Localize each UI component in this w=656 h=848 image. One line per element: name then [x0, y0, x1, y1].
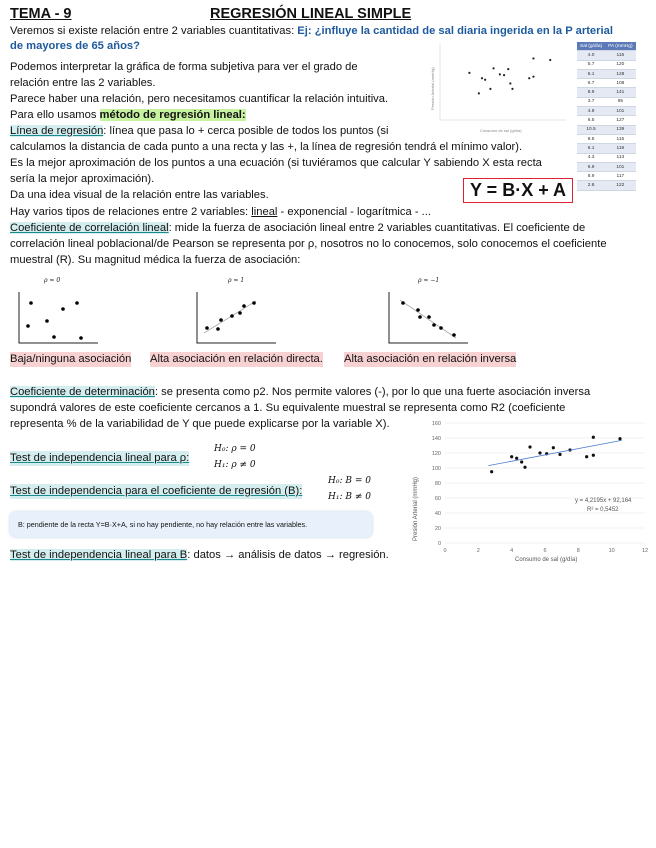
cell-sal: 8.5: [577, 134, 605, 143]
scatter-point: [592, 436, 595, 439]
y-tick-label: 80: [434, 481, 441, 487]
determ-line: supondrá valores de este coeficiente cercanos a 1. Su equivalente muestral se representa como R2 (coeficiente: [10, 402, 566, 414]
cell-sal: 10.5: [577, 125, 605, 134]
cell-pa: 113: [605, 153, 635, 162]
scatter-point: [490, 470, 493, 473]
top-scatter-point: [549, 59, 551, 61]
assoc-plot-positive: [196, 292, 276, 344]
table-row: [577, 172, 636, 181]
para-line: Podemos interpretar la gráfica de forma subjetiva para ver el grado de: [10, 61, 358, 73]
tema-label: TEMA - 9: [10, 6, 72, 22]
svg-text:Consumo de sal (g/día): Consumo de sal (g/día): [480, 128, 522, 133]
cell-pa: 117: [605, 172, 635, 181]
x-tick-label: 12: [641, 548, 649, 554]
scatter-point: [592, 454, 595, 457]
assoc-caption: Alta asociación en relación directa.: [150, 353, 323, 365]
regression-r2: R² = 0,5452: [587, 507, 619, 513]
cell-sal: 6.5: [577, 116, 605, 125]
cell-sal: 4.0: [577, 51, 605, 60]
cell-sal: 2.8: [577, 181, 605, 190]
test-b-excel: Test de independencia lineal para B: datos → análisis de datos → regresión.: [10, 549, 389, 561]
data-table: [577, 42, 636, 191]
para-line: Coeficiente de correlación lineal: mide la fuerza de asociación lineal entre 2 variables cuantitativas. El coeficiente de: [10, 222, 586, 234]
cell-pa: 115: [605, 134, 635, 143]
intro-line-1: Veremos si existe relación entre 2 variables cuantitativas: Ej: ¿influye la cantidad de sal diaria ingerida en la P arterial: [10, 25, 613, 37]
cell-sal: 4.3: [577, 153, 605, 162]
top-scatter-point: [503, 74, 505, 76]
x-tick-label: 0: [443, 548, 447, 554]
cell-sal: 6.9: [577, 162, 605, 171]
top-scatter-point: [509, 82, 511, 84]
cell-pa: 127: [605, 116, 635, 125]
regression-formula: Y = B·X + A: [463, 178, 573, 203]
table-row: [577, 79, 636, 88]
x-tick-label: 2: [476, 548, 480, 554]
para-line: muestral (R). Su magnitud médica la fuerza de asociación:: [10, 254, 301, 266]
svg-text:Presión Arterial (mmHg): Presión Arterial (mmHg): [430, 67, 435, 110]
cell-pa: 108: [605, 79, 635, 88]
assoc-plot-zero: [18, 292, 98, 344]
para-line: calculamos la distancia de cada punto a una recta y las +, la línea de regresión tendrá el mínimo valor).: [10, 141, 523, 153]
top-scatter-point: [532, 76, 534, 78]
top-scatter-point: [478, 92, 480, 94]
para-line: Hay varios tipos de relaciones entre 2 variables: lineal - exponencial - logarítmica - ...: [10, 206, 431, 218]
cell-sal: 4.8: [577, 107, 605, 116]
cell-sal: 6.1: [577, 144, 605, 153]
note-pendiente: B: pendiente de la recta Y=B·X+A, si no hay pendiente, no hay relación entre las variables.: [10, 512, 372, 537]
top-scatter-point: [484, 79, 486, 81]
test-b: Test de independencia para el coeficiente de regresión (B):: [10, 485, 303, 497]
determ-line: representa % de la variabilidad de Y que puede explicarse por la variable X).: [10, 418, 390, 430]
cell-sal: 6.7: [577, 79, 605, 88]
y-tick-label: 0: [437, 541, 441, 547]
table-header: Sal (g/día): [577, 42, 605, 51]
scatter-point: [552, 446, 555, 449]
x-tick-label: 8: [576, 548, 580, 554]
table-row: [577, 134, 636, 143]
top-scatter-point: [468, 72, 470, 74]
cell-sal: 8.9: [577, 88, 605, 97]
table-row: [577, 116, 636, 125]
cell-pa: 139: [605, 125, 635, 134]
assoc-label: ρ ≈ −1: [418, 277, 440, 284]
table-row: [577, 153, 636, 162]
para-line: Da una idea visual de la relación entre las variables.: [10, 189, 269, 201]
assoc-caption: Baja/ninguna asociación: [10, 353, 132, 365]
scatter-point: [618, 437, 621, 440]
y-tick-label: 120: [431, 451, 441, 457]
top-scatter-point: [492, 67, 494, 69]
para-line: relación entre las 2 variables.: [10, 77, 156, 89]
cell-pa: 128: [605, 69, 635, 78]
table-row: [577, 144, 636, 153]
y-tick-label: 60: [434, 496, 441, 502]
cell-pa: 101: [605, 162, 635, 171]
cell-pa: 95: [605, 97, 635, 106]
table-row: [577, 97, 636, 106]
top-scatter-point: [499, 73, 501, 75]
table-header: PA (mmHg): [605, 42, 635, 51]
x-axis-label: Consumo de sal (g/día): [515, 557, 578, 563]
table-row: [577, 125, 636, 134]
assoc-label: ρ ≈ 0: [44, 277, 61, 284]
para-line: Para ello usamos método de regresión lineal:: [10, 109, 246, 121]
top-scatter-point: [489, 88, 491, 90]
cell-pa: 122: [605, 181, 635, 190]
cell-sal: 5.1: [577, 69, 605, 78]
assoc-plot-negative: [388, 292, 468, 344]
test-b-h1: H₁: B ≠ 0: [328, 492, 371, 502]
y-tick-label: 20: [434, 526, 441, 532]
para-line: sería la mejor aproximación).: [10, 173, 155, 185]
cell-sal: 8.9: [577, 172, 605, 181]
para-line: Parece haber una relación, pero necesitamos cuantificar la relación intuitiva.: [10, 93, 389, 105]
y-tick-label: 100: [431, 466, 441, 472]
scatter-point: [558, 453, 561, 456]
determ-line: Coeficiente de determinación: se presenta como p2. Nos permite valores (-), por lo que una fuerte asociación inversa: [10, 386, 591, 398]
y-tick-label: 40: [434, 511, 441, 517]
term-coef-determinacion: Coeficiente de determinación: [10, 386, 155, 398]
scatter-point: [523, 466, 526, 469]
cell-pa: 115: [605, 51, 635, 60]
test-rho-h0: H₀: ρ = 0: [214, 444, 256, 454]
para-line: Es la mejor aproximación de los puntos a una ecuación (si tuviéramos que calcular Y sabiendo X esta recta: [10, 157, 542, 169]
table-row: [577, 162, 636, 171]
cell-pa: 101: [605, 107, 635, 116]
x-tick-label: 4: [510, 548, 514, 554]
highlight-metodo: método de regresión lineal: [99, 109, 242, 121]
x-tick-label: 10: [608, 548, 615, 554]
cell-pa: 119: [605, 144, 635, 153]
test-rho: Test de independencia lineal para ρ:: [10, 452, 190, 464]
cell-pa: 120: [605, 60, 635, 69]
test-rho-h1: H₁: ρ ≠ 0: [214, 460, 256, 470]
scatter-point: [515, 457, 518, 460]
cell-sal: 3.7: [577, 97, 605, 106]
term-coef-correlacion: Coeficiente de correlación lineal: [10, 222, 169, 234]
scatter-point: [528, 445, 531, 448]
x-tick-label: 6: [543, 548, 547, 554]
regression-chart: [405, 415, 651, 565]
table-row: [577, 69, 636, 78]
para-line: Línea de regresión: línea que pasa lo + cerca posible de todos los puntos (si: [10, 125, 389, 137]
scatter-point: [510, 455, 513, 458]
top-scatter-chart: [420, 40, 570, 136]
page-title: REGRESIÓN LINEAL SIMPLE: [210, 6, 412, 22]
regression-equation: y = 4,2195x + 92,164: [575, 498, 632, 504]
top-scatter-point: [481, 77, 483, 79]
top-scatter-point: [528, 77, 530, 79]
table-row: [577, 60, 636, 69]
cell-pa: 141: [605, 88, 635, 97]
top-scatter-point: [511, 88, 513, 90]
y-tick-label: 160: [431, 421, 441, 427]
cell-sal: 5.7: [577, 60, 605, 69]
y-axis-label: Presión Arterial (mmHg): [413, 476, 419, 541]
table-row: [577, 88, 636, 97]
test-b-h0: H₀: B = 0: [328, 476, 371, 486]
table-row: [577, 51, 636, 60]
scatter-point: [520, 460, 523, 463]
y-tick-label: 140: [431, 436, 441, 442]
scatter-point: [585, 455, 588, 458]
table-row: [577, 181, 636, 190]
top-scatter-point: [532, 57, 534, 59]
para-line: correlación lineal poblacional/de Pearson se representa por ρ, nosotros no lo conocemos, solo conocemos el coeficiente: [10, 238, 607, 250]
assoc-caption: Alta asociación en relación inversa: [344, 353, 517, 365]
term-linea-regresion: Línea de regresión: [10, 125, 104, 137]
intro-line-2: de mayores de 65 años?: [10, 40, 140, 52]
top-scatter-point: [507, 68, 509, 70]
table-row: [577, 107, 636, 116]
assoc-label: ρ ≈ 1: [228, 277, 245, 284]
scatter-point: [538, 451, 541, 454]
